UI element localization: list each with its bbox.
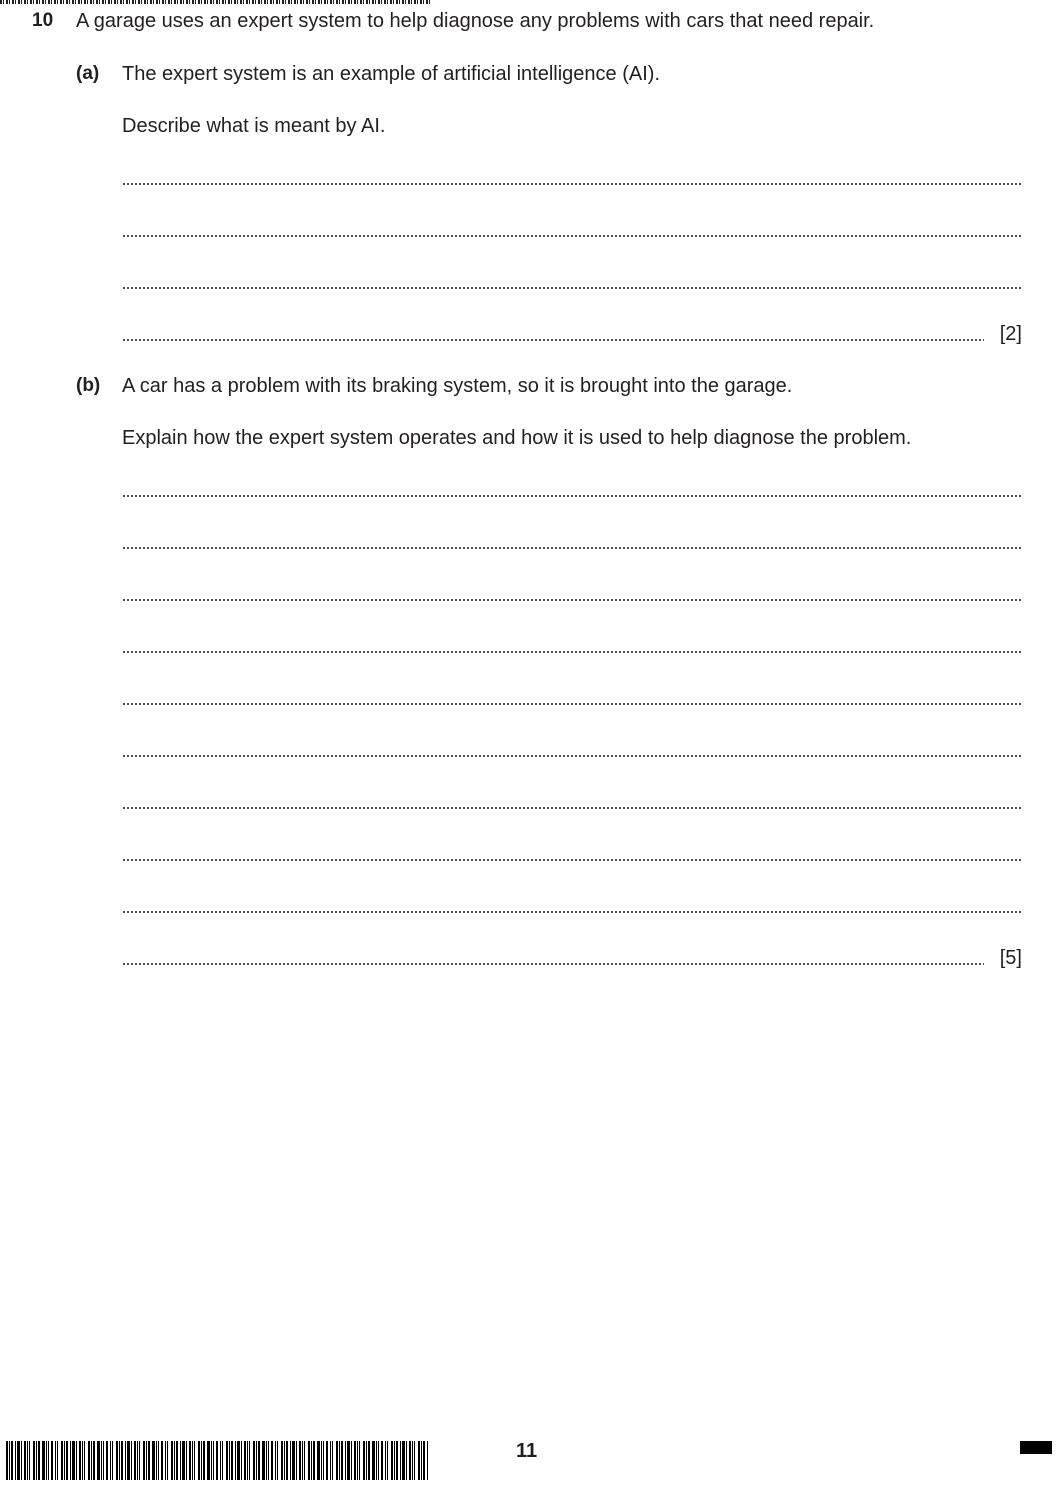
part-a-intro: The expert system is an example of artificial intelligence (AI). — [122, 63, 660, 85]
part-b-answer-line[interactable] — [122, 651, 1022, 653]
part-b-answer-line[interactable] — [122, 755, 1022, 757]
registration-mark — [1020, 1441, 1052, 1454]
part-a-answer-line[interactable] — [122, 339, 984, 341]
part-a-prompt: Describe what is meant by AI. — [122, 115, 386, 137]
part-b-letter: (b) — [76, 375, 101, 396]
part-b-answer-line[interactable] — [122, 963, 984, 965]
part-a-marks: [2] — [999, 323, 1022, 345]
part-a-answer-line[interactable] — [122, 235, 1022, 237]
part-b-marks: [5] — [999, 947, 1022, 969]
page-number: 11 — [516, 1440, 538, 1462]
part-b-answer-line[interactable] — [122, 547, 1022, 549]
part-a-letter: (a) — [76, 63, 100, 84]
part-b-prompt: Explain how the expert system operates and how it is used to help diagnose the problem. — [122, 427, 912, 449]
part-b-intro: A car has a problem with its braking system, so it is brought into the garage. — [122, 375, 793, 397]
part-b-answer-line[interactable] — [122, 495, 1022, 497]
part-a-answer-line[interactable] — [122, 287, 1022, 289]
part-b-answer-line[interactable] — [122, 599, 1022, 601]
barcode — [6, 1441, 428, 1480]
question-stem: A garage uses an expert system to help diagnose any problems with cars that need repair. — [76, 10, 875, 32]
part-a-answer-line[interactable] — [122, 183, 1022, 185]
part-b-answer-line[interactable] — [122, 859, 1022, 861]
part-b-answer-line[interactable] — [122, 807, 1022, 809]
top-edge-strip — [0, 0, 430, 4]
part-b-answer-line[interactable] — [122, 703, 1022, 705]
question-number: 10 — [32, 10, 54, 31]
part-b-answer-line[interactable] — [122, 911, 1022, 913]
